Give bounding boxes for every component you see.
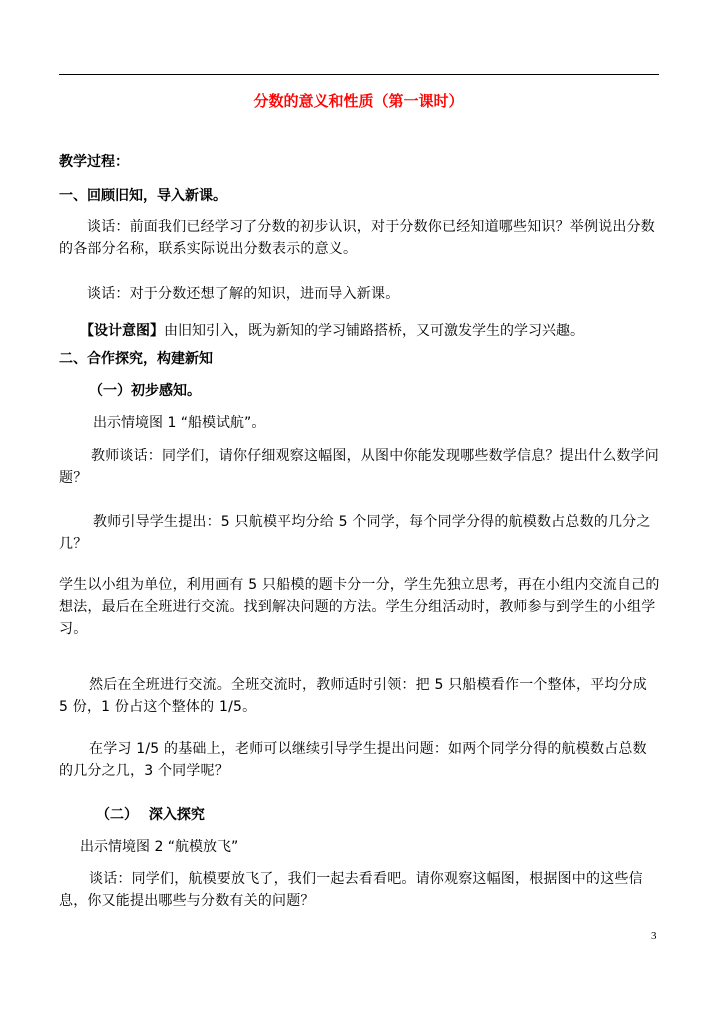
section2-heading: 二、合作探究，构建新知 [59, 351, 213, 367]
subsection2-heading [96, 804, 205, 826]
subsection1-class-exchange: 然后在全班进行交流。全班交流时，教师适时引领：把 5 只船模看作一个整体，平均分成 5 份，1 份占这个整体的 1/5。 [59, 677, 648, 715]
document-title: 分数的意义和性质（第一课时） [253, 92, 464, 110]
subsection2-show-figure: 出示情境图 2 “航模放飞” [80, 839, 239, 855]
design-intent [80, 320, 584, 342]
design-intent-text: 由旧知引入，既为新知的学习铺路搭桥，又可激发学生的学习兴趣。 [164, 323, 584, 339]
design-intent-label: 【设计意图】 [80, 323, 164, 339]
header-rule [59, 74, 659, 75]
subsection1-group-work: 学生以小组为单位，利用画有 5 只船模的题卡分一分，学生先独立思考，再在小组内交流自己的想法，最后在全班进行交流。找到解决问题的方法。学生分组活动时，教师参与到学生的小组学习。 [59, 577, 660, 637]
section1-paragraph1: 谈话：前面我们已经学习了分数的初步认识，对于分数你已经知道哪些知识？举例说出分数的各部分名称，联系实际说出分数表示的意义。 [59, 219, 655, 257]
subsection2-heading-text: 深入探究 [148, 807, 205, 823]
subsection1-heading: （一）初步感知。 [89, 383, 201, 399]
teaching-process-heading: 教学过程： [59, 154, 129, 170]
subsection2-talk: 谈话：同学们，航模要放飞了，我们一起去看看吧。请你观察这幅图，根据图中的这些信息，你又能提出哪些与分数有关的问题？ [59, 871, 643, 909]
page-number: 3 [651, 930, 657, 942]
subsection2-heading-number: （二） [96, 807, 138, 823]
section1-paragraph2: 谈话：对于分数还想了解的知识，进而导入新课。 [87, 286, 400, 302]
subsection1-extend: 在学习 1/5 的基础上，老师可以继续引导学生提出问题：如两个同学分得的航模数占总数的几分之几，3 个同学呢？ [59, 741, 647, 779]
subsection1-teacher-talk: 教师谈话：同学们，请你仔细观察这幅图，从图中你能发现哪些数学信息？提出什么数学问题？ [59, 448, 659, 486]
subsection1-show-figure: 出示情境图 1 “船模试航”。 [93, 415, 266, 431]
subsection1-teacher-guide: 教师引导学生提出：5 只航模平均分给 5 个同学，每个同学分得的航模数占总数的几分之几？ [59, 514, 651, 552]
section1-heading: 一、回顾旧知，导入新课。 [59, 188, 227, 204]
